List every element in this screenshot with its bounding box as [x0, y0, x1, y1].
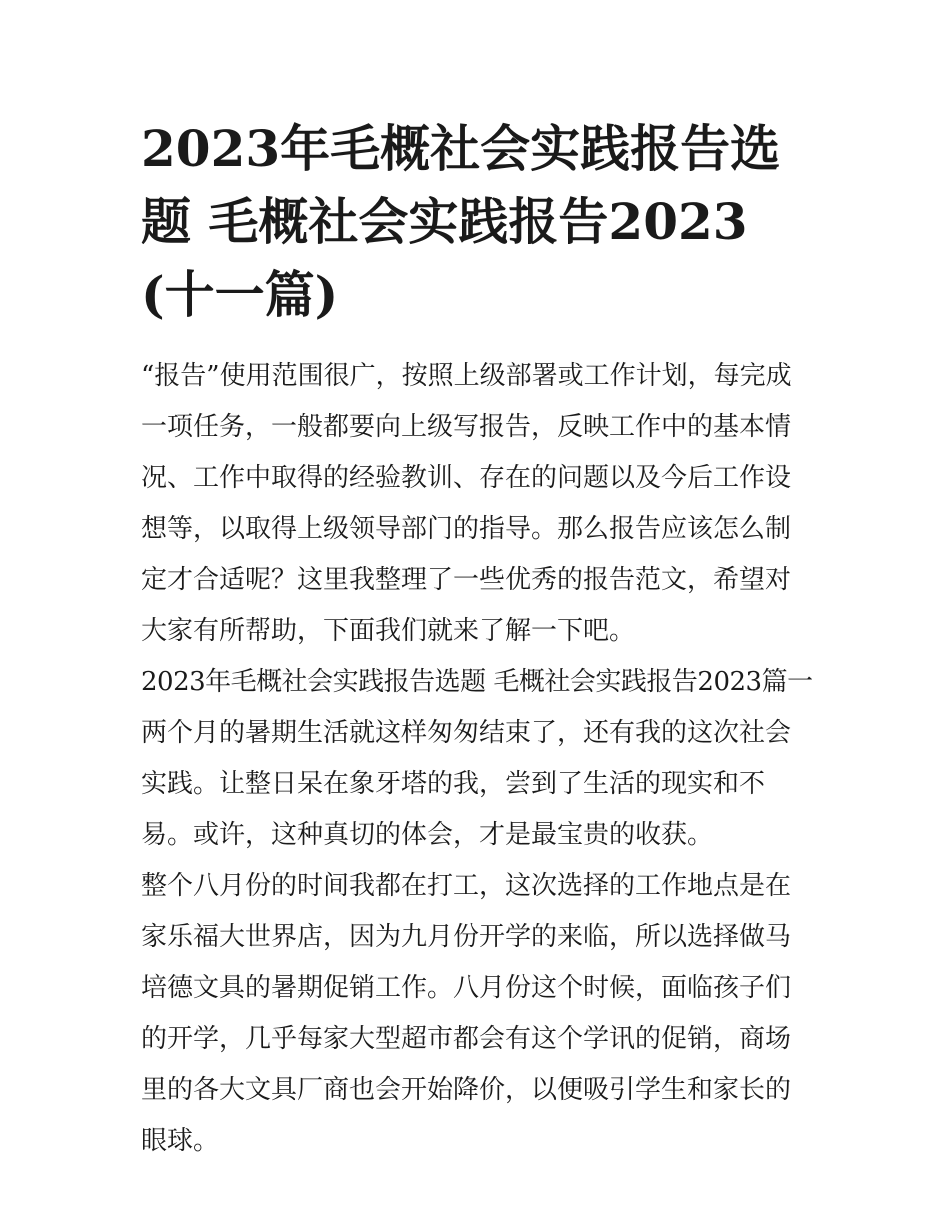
section-heading: 2023年毛概社会实践报告选题 毛概社会实践报告2023篇一 — [141, 667, 813, 697]
body-paragraph: 整个八月份的时间我都在打工，这次选择的工作地点是在家乐福大世界店，因为九月份开学的来临，所以选择做马培德文具的暑期促销工作。八月份这个时候，面临孩子们的开学，几乎每家大型超市都会有这个学讯的促销，商场里的各大文具厂商也会开始降价，以便吸引学生和家长的眼球。 — [141, 871, 792, 1156]
intro-paragraph: “报告”使用范围很广，按照上级部署或工作计划，每完成一项任务，一般都要向上级写报告，反映工作中的基本情况、工作中取得的经验教训、存在的问题以及今后工作设想等，以取得上级领导部门的指导。那么报告应该怎么制定才合适呢？这里我整理了一些优秀的报告范文，希望对大家有所帮助，下面我们就来了解一下吧。 — [141, 361, 792, 646]
body-paragraph: 两个月的暑期生活就这样匆匆结束了，还有我的这次社会实践。让整日呆在象牙塔的我，尝到了生活的现实和不易。或许，这种真切的体会，才是最宝贵的收获。 — [141, 718, 792, 850]
document-page — [141, 112, 816, 1167]
document-body — [141, 351, 816, 1167]
document-title: 2023年毛概社会实践报告选题 毛概社会实践报告2023(十一篇) — [141, 119, 781, 324]
